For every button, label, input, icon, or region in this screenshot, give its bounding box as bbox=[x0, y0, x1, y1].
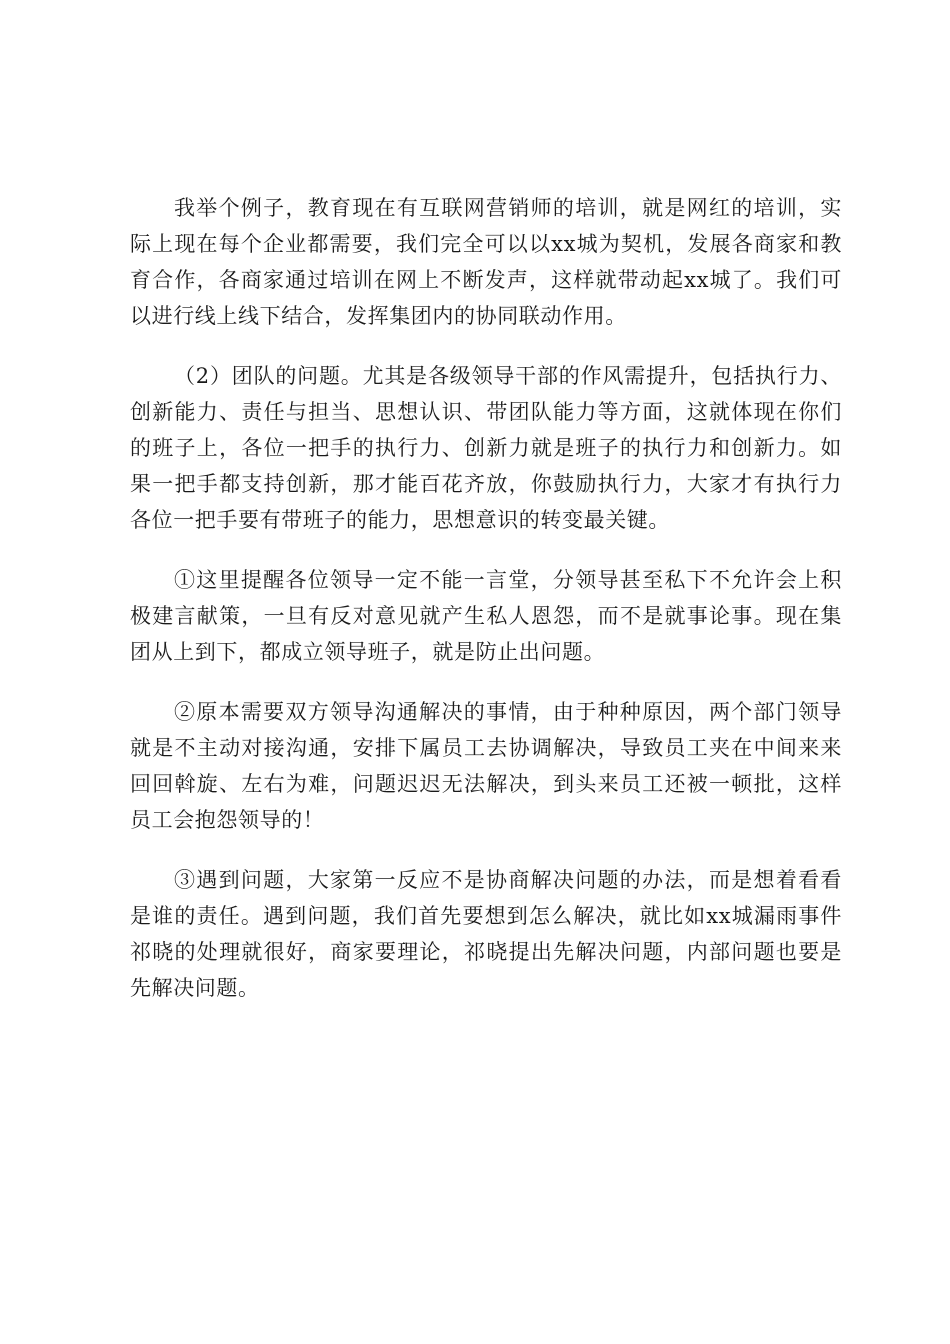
paragraph-example: 我举个例子，教育现在有互联网营销师的培训，就是网红的培训，实际上现在每个企业都需要，我们完全可以以xx城为契机，发展各商家和教育合作，各商家通过培训在网上不断发声，这样就带动起xx城了。我们可以进行线上线下结合，发挥集团内的协同联动作用。 bbox=[130, 196, 842, 328]
paragraph-point-2: ②原本需要双方领导沟通解决的事情，由于种种原因，两个部门领导就是不主动对接沟通，安排下属员工去协调解决，导致员工夹在中间来来回回斡旋、左右为难，问题迟迟无法解决，到头来员工还被一顿批，这样员工会抱怨领导的！ bbox=[130, 700, 842, 832]
paragraph-point-1: ①这里提醒各位领导一定不能一言堂，分领导甚至私下不允许会上积极建言献策，一旦有反对意见就产生私人恩怨，而不是就事论事。现在集团从上到下，都成立领导班子，就是防止出问题。 bbox=[130, 568, 842, 664]
document-page bbox=[130, 190, 842, 1006]
paragraph-team-issue: （2）团队的问题。尤其是各级领导干部的作风需提升，包括执行力、创新能力、责任与担当、思想认识、带团队能力等方面，这就体现在你们的班子上，各位一把手的执行力、创新力就是班子的执行力和创新力。如果一把手都支持创新，那才能百花齐放，你鼓励执行力，大家才有执行力各位一把手要有带班子的能力，思想意识的转变最关键。 bbox=[130, 364, 842, 532]
paragraph-point-3: ③遇到问题，大家第一反应不是协商解决问题的办法，而是想着看看是谁的责任。遇到问题，我们首先要想到怎么解决，就比如xx城漏雨事件祁晓的处理就很好，商家要理论，祁晓提出先解决问题，内部问题也要是先解决问题。 bbox=[130, 868, 842, 1000]
